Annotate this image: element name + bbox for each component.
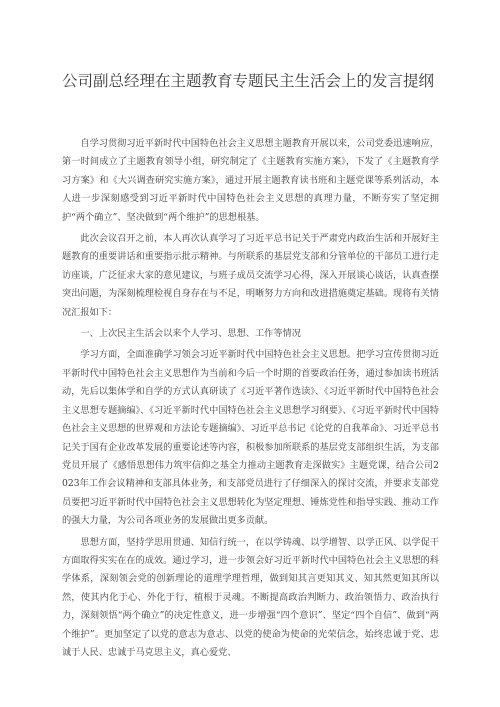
thought-paragraph: 思想方面，坚持学思用贯通、知信行统一，在以学铸魂、以学增智、以学正风、以学促干方面取得实实在在的成效。通过学习，进一步领会好习近平新时代中国特色社会主义思想的科学体系，深刻领会党的创新理论的道理学理哲理，做到知其言更知其义、知其然更知其所以然，使其内化于心、外化于行，植根于灵魂。不断提高政治判断力、政治领悟力、政治执行力，深刻领悟“两个确立”的决定性意义，进一步增强“四个意识”、坚定“四个自信”、做到“两个维护”。更加坚定了以党的意志为意志、以党的使命为使命的光荣信念，始终忠诚于党、忠诚于人民、忠诚于马克思主义，真心爱党、 [62, 536, 439, 658]
intro-paragraph-1: 自学习贯彻习近平新时代中国特色社会主义思想主题教育开展以来，公司党委迅速响应，第一时间成立了主题教育领导小组，研究制定了《主题教育实施方案》，下发了《主题教育学习方案》和《大兴调查研究实施方案》，通过开展主题教育读书班和主题党课等系列活动，本人进一步深刻感受到习近平新时代中国特色社会主义思想的真理力量，不断夯实了坚定拥护“两个确立”、坚决做到“两个维护”的思想根基。 [62, 138, 439, 223]
study-paragraph: 学习方面，全面准确学习领会习近平新时代中国特色社会主义思想。把学习宣传贯彻习近平新时代中国特色社会主义思想作为当前和今后一个时期的首要政治任务，通过参加读书班活动，先后以集体学和自学的方式认真研读了《习近平著作选读》、《习近平新时代中国特色社会主义思想专题摘编》、《习近平新时代中国特色社会主义思想学习纲要》、《习近平新时代中国特色社会主义思想的世界观和方法论专题摘编》、习近平总书记《论党的自我革命》、习近平总书记关于国有企业改革发展的重要论述等内容，积极参加所联系的基层党支部组织生活，为支部党员开展了《感悟思想伟力筑牢信仰之基全力推动主题教育走深做实》主题党课，结合公司2023年工作会议精神和支部具体业务，和支部党员进行了仔细深入的探讨交流，并要求支部党员要把习近平新时代中国特色社会主义思想转化为坚定理想、锤炼党性和指导实践、推动工作的强大力量，为公司各项业务的发展做出更多贡献。 [62, 349, 439, 527]
section-heading-1: 一、上次民主生活会以来个人学习、思想、工作等情况 [80, 328, 301, 340]
document-body [62, 135, 439, 665]
intro-paragraph-2: 此次会议召开之前，本人再次认真学习了习近平总书记关于严肃党内政治生活和开展好主题教育的重要讲话和重要指示批示精神。与所联系的基层党支部和分管单位的干部员工进行走访座谈，广泛征求大家的意见建议，与班子成员交流学习心得，深入开展谈心谈话，认真查摆突出问题，为深刻梳理检视自身存在与不足，明晰努力方向和改进措施奠定基础。现将有关情况汇报如下： [62, 233, 439, 318]
document-title: 公司副总经理在主题教育专题民主生活会上的发言提纲 [62, 72, 435, 90]
